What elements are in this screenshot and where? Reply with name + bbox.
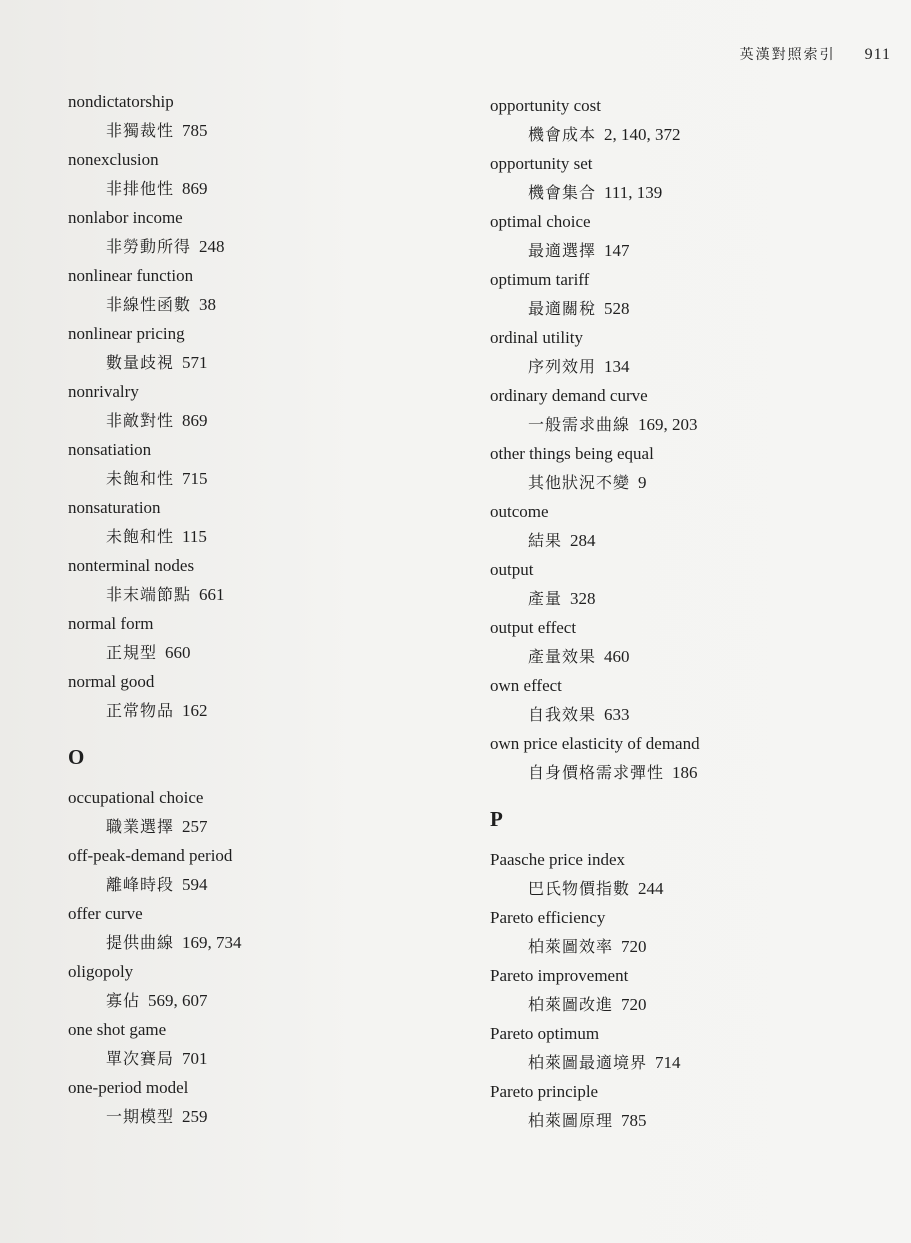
page-references: 720 (621, 937, 647, 956)
index-term: off-peak-demand period (68, 846, 233, 865)
index-term: nonrivalry (68, 382, 139, 401)
page-references: 115 (182, 527, 207, 546)
index-term: opportunity set (490, 154, 593, 173)
index-term: Pareto optimum (490, 1024, 600, 1043)
chinese-term: 機會成本 (528, 125, 597, 144)
chinese-term: 未飽和性 (106, 527, 175, 546)
chinese-term: 正常物品 (106, 701, 175, 720)
index-entry-translation (68, 522, 488, 552)
chinese-term: 結果 (528, 531, 563, 550)
page-references: 38 (199, 295, 217, 314)
index-term: optimum tariff (490, 270, 590, 289)
chinese-term: 機會集合 (528, 183, 597, 202)
chinese-term: 正規型 (106, 643, 158, 662)
index-entry-translation (68, 580, 488, 610)
index-entry-translation (490, 294, 910, 324)
index-term: oligopoly (68, 962, 134, 981)
page-references: 244 (638, 879, 664, 898)
index-entry-translation (490, 410, 910, 440)
page-references: 460 (604, 647, 630, 666)
index-term: nonlinear pricing (68, 324, 185, 343)
index-entry-translation (68, 464, 488, 494)
index-entry-translation (490, 990, 910, 1020)
chinese-term: 自我效果 (528, 705, 597, 724)
index-entry-translation (490, 1106, 910, 1136)
page-references: 714 (655, 1053, 681, 1072)
chinese-term: 非獨裁性 (106, 121, 175, 140)
index-term: nonterminal nodes (68, 556, 195, 575)
page-references: 9 (638, 473, 647, 492)
page-references: 869 (182, 179, 208, 198)
index-term: output effect (490, 618, 577, 637)
page-references: 186 (672, 763, 698, 782)
page-references: 134 (604, 357, 630, 376)
chinese-term: 最適關稅 (528, 299, 597, 318)
chinese-term: 離峰時段 (106, 875, 175, 894)
chinese-term: 一般需求曲線 (528, 415, 631, 434)
index-term: nondictatorship (68, 92, 174, 111)
index-entry-translation (490, 236, 910, 266)
chinese-term: 職業選擇 (106, 817, 175, 836)
page-references: 248 (199, 237, 225, 256)
index-term: Paasche price index (490, 850, 625, 869)
section-heading: O (68, 745, 85, 769)
page-references: 869 (182, 411, 208, 430)
index-term: ordinary demand curve (490, 386, 648, 405)
index-entry-translation (490, 120, 910, 150)
index-entry-translation (68, 116, 488, 146)
chinese-term: 柏萊圖最適境界 (528, 1053, 648, 1072)
index-entry-translation (68, 928, 488, 958)
index-term: Pareto efficiency (490, 908, 606, 927)
page-references: 162 (182, 701, 208, 720)
index-term: optimal choice (490, 212, 591, 231)
index-term: occupational choice (68, 788, 204, 807)
running-head-title: 英漢對照索引 (739, 47, 836, 63)
page-references: 328 (570, 589, 596, 608)
page-references: 701 (182, 1049, 208, 1068)
page-references: 569, 607 (148, 991, 208, 1010)
index-term: nonsatiation (68, 440, 152, 459)
index-entry-translation (68, 1044, 488, 1074)
page-references: 720 (621, 995, 647, 1014)
chinese-term: 一期模型 (106, 1107, 175, 1126)
section-heading: P (490, 807, 503, 831)
index-entry-translation (68, 696, 488, 726)
index-entry-translation (490, 526, 910, 556)
page-references: 661 (199, 585, 225, 604)
index-entry-translation (68, 348, 488, 378)
index-entry-translation (68, 986, 488, 1016)
chinese-term: 數量歧視 (106, 353, 175, 372)
chinese-term: 巴氏物價指數 (528, 879, 631, 898)
page-references: 257 (182, 817, 208, 836)
page-references: 785 (621, 1111, 647, 1130)
page-references: 594 (182, 875, 208, 894)
index-term: other things being equal (490, 444, 654, 463)
index-entry-translation (68, 232, 488, 262)
index-entry-translation (68, 812, 488, 842)
chinese-term: 寡佔 (106, 991, 141, 1010)
chinese-term: 其他狀況不變 (528, 473, 631, 492)
index-entry-translation (490, 758, 910, 788)
page-references: 169, 734 (182, 933, 242, 952)
index-term: offer curve (68, 904, 143, 923)
page-references: 284 (570, 531, 596, 550)
chinese-term: 序列效用 (528, 357, 597, 376)
index-term: nonexclusion (68, 150, 159, 169)
chinese-term: 非末端節點 (106, 585, 192, 604)
chinese-term: 柏萊圖改進 (528, 995, 614, 1014)
running-head (740, 44, 891, 64)
chinese-term: 未飽和性 (106, 469, 175, 488)
index-term: outcome (490, 502, 549, 521)
index-term: opportunity cost (490, 96, 601, 115)
index-entry-translation (490, 700, 910, 730)
index-term: own price elasticity of demand (490, 734, 700, 753)
chinese-term: 非敵對性 (106, 411, 175, 430)
index-term: normal form (68, 614, 154, 633)
page-references: 660 (165, 643, 191, 662)
index-entry-translation (490, 874, 910, 904)
page-references: 259 (182, 1107, 208, 1126)
index-term: normal good (68, 672, 155, 691)
index-term: one-period model (68, 1078, 189, 1097)
chinese-term: 產量效果 (528, 647, 597, 666)
index-term: nonlinear function (68, 266, 194, 285)
index-column-left (68, 88, 488, 1132)
page-references: 785 (182, 121, 208, 140)
page-references: 571 (182, 353, 208, 372)
index-entry-translation (68, 870, 488, 900)
index-term: nonlabor income (68, 208, 183, 227)
index-entry-translation (490, 642, 910, 672)
index-term: own effect (490, 676, 562, 695)
page-references: 633 (604, 705, 630, 724)
page-references: 169, 203 (638, 415, 698, 434)
index-entry-translation (68, 290, 488, 320)
index-entry-translation (490, 584, 910, 614)
index-entry-translation (490, 352, 910, 382)
index-term: one shot game (68, 1020, 167, 1039)
index-term: ordinal utility (490, 328, 584, 347)
index-entry-translation (68, 174, 488, 204)
chinese-term: 單次賽局 (106, 1049, 175, 1068)
index-entry-translation (490, 468, 910, 498)
chinese-term: 自身價格需求彈性 (528, 763, 665, 782)
page-references: 147 (604, 241, 630, 260)
index-entry-translation (490, 1048, 910, 1078)
page-references: 715 (182, 469, 208, 488)
index-entry-translation (490, 932, 910, 962)
chinese-term: 柏萊圖效率 (528, 937, 614, 956)
index-entry-translation (68, 406, 488, 436)
index-entry-translation (68, 638, 488, 668)
index-term: nonsaturation (68, 498, 161, 517)
page-references: 2, 140, 372 (604, 125, 681, 144)
page-references: 111, 139 (604, 183, 663, 202)
chinese-term: 提供曲線 (106, 933, 175, 952)
chinese-term: 柏萊圖原理 (528, 1111, 614, 1130)
chinese-term: 產量 (528, 589, 563, 608)
index-entry-translation (68, 1102, 488, 1132)
index-term: output (490, 560, 534, 579)
index-term: Pareto principle (490, 1082, 599, 1101)
page-references: 528 (604, 299, 630, 318)
chinese-term: 非勞動所得 (106, 237, 192, 256)
index-column-right (490, 92, 910, 1136)
index-term: Pareto improvement (490, 966, 629, 985)
chinese-term: 非排他性 (106, 179, 175, 198)
chinese-term: 最適選擇 (528, 241, 597, 260)
chinese-term: 非線性函數 (106, 295, 192, 314)
index-entry-translation (490, 178, 910, 208)
page-number: 911 (864, 46, 891, 63)
